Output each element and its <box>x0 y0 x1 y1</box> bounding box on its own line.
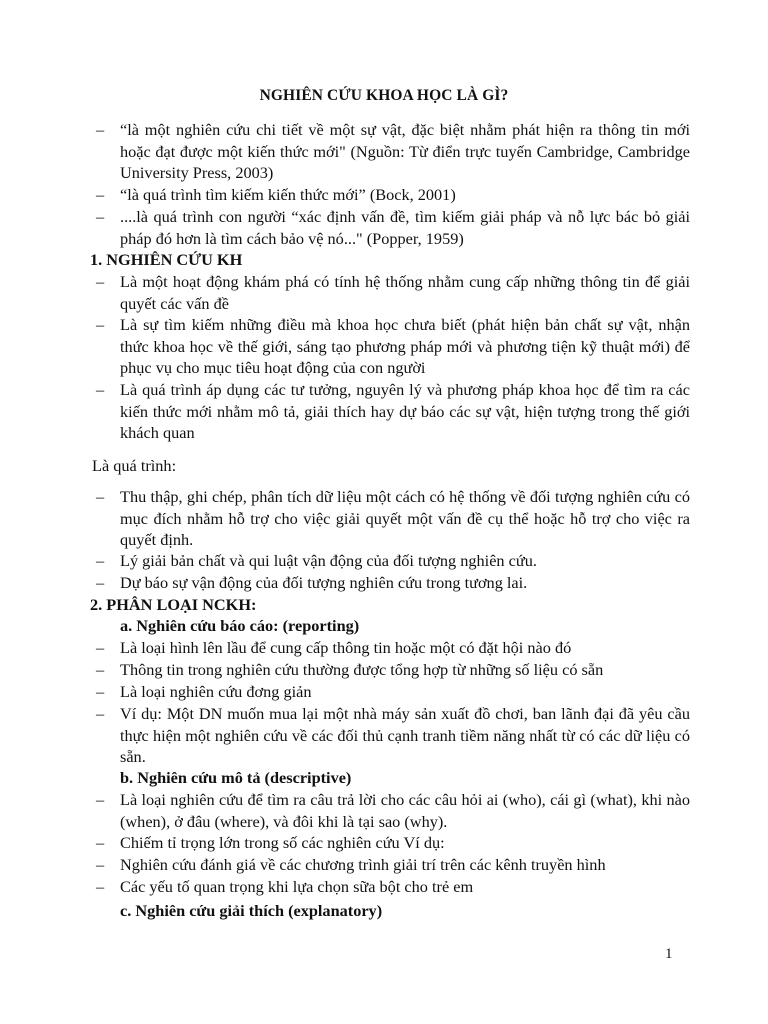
section-heading-1: 1. NGHIÊN CỨU KH <box>90 250 243 269</box>
list-item <box>96 703 690 768</box>
definition-text: “là một nghiên cứu chi tiết về một sự vật, đặc biệt nhằm phát hiện ra thông tin mới hoặc đạt được một kiến thức mới" (Nguồn: Từ điển trực tuyến Cambridge, Cambridge University Press, 2003) <box>120 120 690 183</box>
list-item-text: Là quá trình áp dụng các tư tưởng, nguyên lý và phương pháp khoa học để tìm ra các kiến thức mới nhằm mô tả, giải thích hay dự báo các sự vật, hiện tượng trong thế giới khách quan <box>120 380 690 443</box>
dash-bullet: – <box>96 704 105 723</box>
dash-bullet: – <box>96 682 105 701</box>
list-item <box>96 572 690 594</box>
dash-bullet: – <box>96 315 105 334</box>
list-item-text: Là loại hình lên lầu để cung cấp thông tin hoặc một có đặt hội nào đó <box>120 638 572 657</box>
list-item-text: Lý giải bản chất và qui luật vận động của đối tượng nghiên cứu. <box>120 551 537 570</box>
list-item-text: Các yếu tố quan trọng khi lựa chọn sữa bột cho trẻ em <box>120 877 474 896</box>
list-item-text: Ví dụ: Một DN muốn mua lại một nhà máy sản xuất đồ chơi, ban lãnh đại đã yêu cầu thực hiện một nghiên cứu về các đối thủ cạnh tranh tiềm năng nhất từ có các dữ liệu có sẵn. <box>120 704 690 767</box>
section-heading-2: 2. PHÂN LOẠI NCKH: <box>90 595 257 614</box>
list-item-text: Là loại nghiên cứu đơng giản <box>120 682 312 701</box>
dash-bullet: – <box>96 877 105 896</box>
dash-bullet: – <box>96 790 105 809</box>
list-item-text: Chiếm tỉ trọng lớn trong số các nghiên cứu Ví dụ: <box>120 833 445 852</box>
dash-bullet: – <box>96 207 105 226</box>
dash-bullet: – <box>96 120 105 139</box>
dash-bullet: – <box>96 660 105 679</box>
list-item <box>96 550 690 572</box>
dash-bullet: – <box>96 272 105 291</box>
process-label: Là quá trình: <box>92 456 177 475</box>
definition-item <box>96 119 690 184</box>
list-item-text: Nghiên cứu đánh giá về các chương trình giải trí trên các kênh truyền hình <box>120 855 606 874</box>
dash-bullet: – <box>96 551 105 570</box>
page-number: 1 <box>665 946 673 962</box>
definition-item <box>96 184 690 206</box>
list-item <box>96 832 690 854</box>
list-item <box>96 681 690 703</box>
list-item-text: Là sự tìm kiếm những điều mà khoa học chưa biết (phát hiện bản chất sự vật, nhận thức khoa học về thế giới, sáng tạo phương pháp mới và phương tiện kỹ thuật mới) để phục vụ cho mục tiêu hoạt động của con người <box>120 315 690 378</box>
definition-item <box>96 206 690 249</box>
list-item <box>96 789 690 832</box>
subsection-heading-c: c. Nghiên cứu giải thích (explanatory) <box>120 901 383 920</box>
dash-bullet: – <box>96 638 105 657</box>
dash-bullet: – <box>96 833 105 852</box>
subsection-heading-b: b. Nghiên cứu mô tả (descriptive) <box>120 768 352 787</box>
list-item <box>96 486 690 551</box>
definition-text: “là quá trình tìm kiếm kiến thức mới” (Bock, 2001) <box>120 185 456 204</box>
list-item-text: Thông tin trong nghiên cứu thường được tổng hợp từ những số liệu có sẵn <box>120 660 604 679</box>
dash-bullet: – <box>96 855 105 874</box>
subsection-heading-a: a. Nghiên cứu báo cáo: (reporting) <box>120 616 360 635</box>
dash-bullet: – <box>96 185 105 204</box>
list-item-text: Dự báo sự vận động của đối tượng nghiên cứu trong tương lai. <box>120 573 528 592</box>
dash-bullet: – <box>96 380 105 399</box>
dash-bullet: – <box>96 573 105 592</box>
list-item <box>96 876 690 898</box>
list-item <box>96 271 690 314</box>
list-item <box>96 659 690 681</box>
list-item <box>96 854 690 876</box>
list-item <box>96 379 690 444</box>
list-item-text: Thu thập, ghi chép, phân tích dữ liệu một cách có hệ thống về đối tượng nghiên cứu có mục đích nhằm hỗ trợ cho việc giải quyết một vấn đề cụ thể hoặc hỗ trợ cho việc ra quyết định. <box>120 487 690 550</box>
list-item-text: Là một hoạt động khám phá có tính hệ thống nhằm cung cấp những thông tin để giải quyết các vấn đề <box>120 272 690 313</box>
page-title: NGHIÊN CỨU KHOA HỌC LÀ GÌ? <box>259 87 509 104</box>
list-item-text: Là loại nghiên cứu để tìm ra câu trả lời cho các câu hỏi ai (who), cái gì (what), khi nào (when), ở đâu (where), và đôi khi là tại sao (why). <box>120 790 690 831</box>
list-item <box>96 637 690 659</box>
list-item <box>96 314 690 379</box>
definition-text: ....là quá trình con người “xác định vấn đề, tìm kiếm giải pháp và nỗ lực bác bỏ giải pháp đó hơn là tìm cách bảo vệ nó..." (Popper, 1959) <box>120 207 690 248</box>
dash-bullet: – <box>96 487 105 506</box>
